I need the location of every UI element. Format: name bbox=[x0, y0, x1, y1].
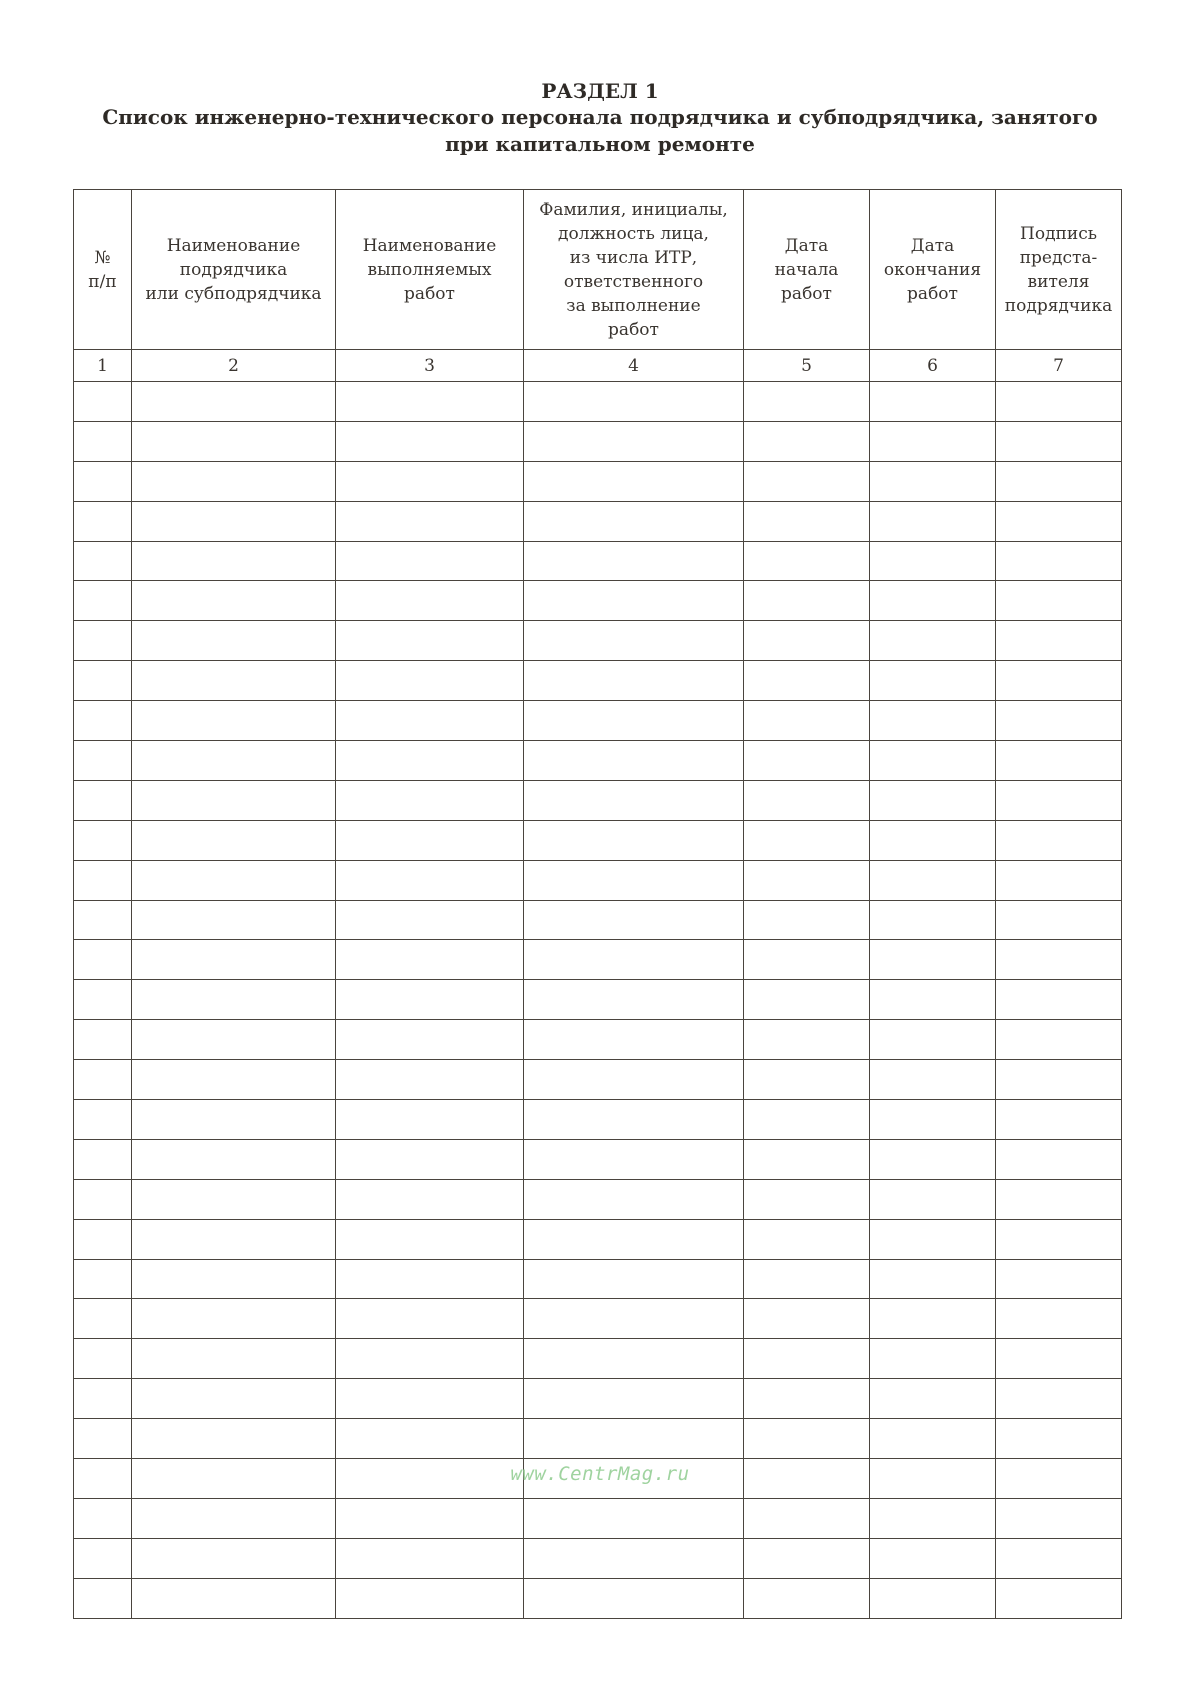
table-cell bbox=[132, 382, 336, 422]
document-heading bbox=[0, 78, 1200, 158]
table-cell bbox=[524, 1379, 744, 1419]
table-cell bbox=[870, 1419, 996, 1459]
table-row bbox=[74, 1259, 1122, 1299]
table-cell bbox=[996, 461, 1122, 501]
table-cell bbox=[524, 1219, 744, 1259]
table-cell bbox=[132, 1060, 336, 1100]
table-cell bbox=[524, 1538, 744, 1578]
table-cell bbox=[336, 661, 524, 701]
table-cell bbox=[870, 581, 996, 621]
table-cell bbox=[132, 1299, 336, 1339]
table-cell bbox=[336, 421, 524, 461]
table-cell bbox=[74, 1179, 132, 1219]
table-cell bbox=[996, 1299, 1122, 1339]
table-cell bbox=[524, 1498, 744, 1538]
table-cell bbox=[132, 461, 336, 501]
table-cell bbox=[996, 581, 1122, 621]
table-cell bbox=[996, 1020, 1122, 1060]
table-cell bbox=[336, 1299, 524, 1339]
table-cell bbox=[744, 1379, 870, 1419]
table-cell bbox=[74, 741, 132, 781]
table-cell bbox=[524, 501, 744, 541]
table-cell bbox=[870, 461, 996, 501]
table-cell bbox=[336, 980, 524, 1020]
table-cell bbox=[74, 780, 132, 820]
table-cell bbox=[996, 1379, 1122, 1419]
table-cell bbox=[996, 661, 1122, 701]
table-row bbox=[74, 421, 1122, 461]
table-cell bbox=[74, 1419, 132, 1459]
table-row bbox=[74, 382, 1122, 422]
col-header-responsible-person: Фамилия, инициалы, должность лица, из числа ИТР, ответственного за выполнение работ bbox=[524, 190, 744, 350]
table-cell bbox=[524, 621, 744, 661]
table-cell bbox=[870, 780, 996, 820]
table-cell bbox=[132, 501, 336, 541]
table-cell bbox=[132, 860, 336, 900]
table-row bbox=[74, 1139, 1122, 1179]
table-cell bbox=[744, 1259, 870, 1299]
table-cell bbox=[74, 1060, 132, 1100]
table-row bbox=[74, 1379, 1122, 1419]
table-cell bbox=[336, 1419, 524, 1459]
table-cell bbox=[524, 581, 744, 621]
table-cell bbox=[870, 1498, 996, 1538]
table-cell bbox=[74, 1578, 132, 1618]
table-cell bbox=[336, 581, 524, 621]
table-cell bbox=[524, 661, 744, 701]
table-cell bbox=[74, 1139, 132, 1179]
table-cell bbox=[336, 940, 524, 980]
table-cell bbox=[132, 780, 336, 820]
section-label: РАЗДЕЛ 1 bbox=[541, 79, 659, 103]
table-cell bbox=[336, 1100, 524, 1140]
table-cell bbox=[996, 1538, 1122, 1578]
table-cell bbox=[744, 1219, 870, 1259]
table-cell bbox=[744, 421, 870, 461]
table-row bbox=[74, 1498, 1122, 1538]
table-cell bbox=[74, 581, 132, 621]
table-row bbox=[74, 1538, 1122, 1578]
table-cell bbox=[74, 1339, 132, 1379]
table-cell bbox=[996, 501, 1122, 541]
table-cell bbox=[996, 940, 1122, 980]
table-cell bbox=[132, 1578, 336, 1618]
table-cell bbox=[74, 820, 132, 860]
table-cell bbox=[996, 1060, 1122, 1100]
table-cell bbox=[132, 661, 336, 701]
table-cell bbox=[870, 501, 996, 541]
table-cell bbox=[524, 980, 744, 1020]
table-cell bbox=[870, 1339, 996, 1379]
table-cell bbox=[744, 780, 870, 820]
table-cell bbox=[870, 900, 996, 940]
table-cell bbox=[132, 1379, 336, 1419]
table-cell bbox=[870, 1538, 996, 1578]
table-cell bbox=[744, 1020, 870, 1060]
table-cell bbox=[132, 1498, 336, 1538]
col-header-contractor-name: Наименование подрядчика или субподрядчика bbox=[132, 190, 336, 350]
table-cell bbox=[870, 1578, 996, 1618]
table-cell bbox=[74, 1498, 132, 1538]
table-row bbox=[74, 820, 1122, 860]
table-cell bbox=[996, 421, 1122, 461]
col-header-number: № п/п bbox=[74, 190, 132, 350]
table-cell bbox=[744, 820, 870, 860]
table-cell bbox=[132, 1219, 336, 1259]
table-cell bbox=[870, 661, 996, 701]
col-header-end-date: Дата окончания работ bbox=[870, 190, 996, 350]
table-cell bbox=[74, 541, 132, 581]
table-cell bbox=[336, 1498, 524, 1538]
table-cell bbox=[996, 1139, 1122, 1179]
table-cell bbox=[996, 701, 1122, 741]
table-cell bbox=[996, 1578, 1122, 1618]
table-cell bbox=[132, 581, 336, 621]
table-cell bbox=[870, 741, 996, 781]
table-cell bbox=[524, 1578, 744, 1618]
table-cell bbox=[744, 1060, 870, 1100]
table-row bbox=[74, 1219, 1122, 1259]
table-cell bbox=[524, 900, 744, 940]
table-cell bbox=[132, 1419, 336, 1459]
table-cell bbox=[336, 1339, 524, 1379]
column-number: 7 bbox=[996, 350, 1122, 382]
table-row bbox=[74, 661, 1122, 701]
table-cell bbox=[996, 1419, 1122, 1459]
table-cell bbox=[524, 541, 744, 581]
table-cell bbox=[74, 900, 132, 940]
column-number: 2 bbox=[132, 350, 336, 382]
table-row bbox=[74, 1179, 1122, 1219]
table-cell bbox=[524, 1179, 744, 1219]
table-cell bbox=[132, 1020, 336, 1060]
table-cell bbox=[744, 1538, 870, 1578]
col-header-signature: Подпись предста- вителя подрядчика bbox=[996, 190, 1122, 350]
table-cell bbox=[74, 501, 132, 541]
table-cell bbox=[744, 741, 870, 781]
table-row bbox=[74, 1100, 1122, 1140]
table-cell bbox=[74, 461, 132, 501]
col-header-start-date: Дата начала работ bbox=[744, 190, 870, 350]
table-cell bbox=[132, 1179, 336, 1219]
table-row bbox=[74, 501, 1122, 541]
table-cell bbox=[870, 1020, 996, 1060]
table-cell bbox=[524, 701, 744, 741]
column-number: 6 bbox=[870, 350, 996, 382]
table-cell bbox=[74, 1538, 132, 1578]
table-cell bbox=[524, 1339, 744, 1379]
table-cell bbox=[870, 1179, 996, 1219]
table-row bbox=[74, 701, 1122, 741]
table-row bbox=[74, 780, 1122, 820]
table-cell bbox=[996, 860, 1122, 900]
table-cell bbox=[132, 421, 336, 461]
column-number: 1 bbox=[74, 350, 132, 382]
table-cell bbox=[336, 1060, 524, 1100]
table-row bbox=[74, 1299, 1122, 1339]
table-cell bbox=[870, 1299, 996, 1339]
table-cell bbox=[132, 701, 336, 741]
table-cell bbox=[996, 1339, 1122, 1379]
table-cell bbox=[870, 980, 996, 1020]
table-cell bbox=[744, 581, 870, 621]
table-cell bbox=[74, 940, 132, 980]
table-cell bbox=[744, 501, 870, 541]
table-row bbox=[74, 741, 1122, 781]
table-cell bbox=[870, 421, 996, 461]
table-cell bbox=[870, 621, 996, 661]
table-row bbox=[74, 1060, 1122, 1100]
table-cell bbox=[744, 1339, 870, 1379]
column-number: 4 bbox=[524, 350, 744, 382]
table-cell bbox=[524, 780, 744, 820]
table-cell bbox=[744, 980, 870, 1020]
table-cell bbox=[132, 900, 336, 940]
table-cell bbox=[524, 1020, 744, 1060]
table-cell bbox=[132, 1139, 336, 1179]
table-cell bbox=[524, 1139, 744, 1179]
table-cell bbox=[132, 1538, 336, 1578]
table-cell bbox=[336, 820, 524, 860]
table-cell bbox=[870, 382, 996, 422]
table-cell bbox=[870, 1259, 996, 1299]
table-cell bbox=[870, 701, 996, 741]
table-cell bbox=[524, 1299, 744, 1339]
table-row bbox=[74, 541, 1122, 581]
table-cell bbox=[74, 860, 132, 900]
table-cell bbox=[74, 1020, 132, 1060]
table-cell bbox=[524, 382, 744, 422]
table-cell bbox=[336, 1578, 524, 1618]
table-cell bbox=[524, 820, 744, 860]
table-cell bbox=[870, 1219, 996, 1259]
table-row bbox=[74, 860, 1122, 900]
table-cell bbox=[336, 701, 524, 741]
table-row bbox=[74, 1419, 1122, 1459]
table-cell bbox=[996, 1219, 1122, 1259]
table-cell bbox=[74, 980, 132, 1020]
table-cell bbox=[336, 780, 524, 820]
table-cell bbox=[744, 1578, 870, 1618]
col-header-work-name: Наименование выполняемых работ bbox=[336, 190, 524, 350]
watermark: www.CentrMag.ru bbox=[510, 1463, 690, 1485]
table-cell bbox=[132, 1339, 336, 1379]
table-cell bbox=[524, 940, 744, 980]
table-cell bbox=[744, 900, 870, 940]
table-cell bbox=[996, 1259, 1122, 1299]
table-cell bbox=[744, 1100, 870, 1140]
table-row bbox=[74, 461, 1122, 501]
table-cell bbox=[74, 1299, 132, 1339]
table-cell bbox=[524, 421, 744, 461]
column-number: 3 bbox=[336, 350, 524, 382]
table-cell bbox=[336, 461, 524, 501]
table-cell bbox=[74, 621, 132, 661]
table-cell bbox=[996, 1100, 1122, 1140]
table-cell bbox=[74, 382, 132, 422]
table-cell bbox=[336, 1219, 524, 1259]
table-cell bbox=[870, 820, 996, 860]
table-cell bbox=[132, 1100, 336, 1140]
table-cell bbox=[524, 1100, 744, 1140]
table-cell bbox=[336, 1179, 524, 1219]
personnel-table bbox=[73, 189, 1122, 1619]
table-cell bbox=[996, 1498, 1122, 1538]
table-cell bbox=[744, 1139, 870, 1179]
table-cell bbox=[336, 1538, 524, 1578]
table-cell bbox=[744, 1419, 870, 1459]
table-cell bbox=[336, 900, 524, 940]
table-row bbox=[74, 1578, 1122, 1618]
header-row bbox=[74, 190, 1122, 350]
table-cell bbox=[336, 621, 524, 661]
table-cell bbox=[870, 1060, 996, 1100]
table-cell bbox=[996, 1179, 1122, 1219]
table-cell bbox=[870, 1100, 996, 1140]
table-cell bbox=[996, 900, 1122, 940]
table-row bbox=[74, 1339, 1122, 1379]
column-number-row bbox=[74, 350, 1122, 382]
table-cell bbox=[74, 1379, 132, 1419]
table-cell bbox=[870, 860, 996, 900]
table-cell bbox=[996, 820, 1122, 860]
table-cell bbox=[996, 541, 1122, 581]
table-row bbox=[74, 980, 1122, 1020]
table-cell bbox=[132, 1259, 336, 1299]
table-cell bbox=[744, 1179, 870, 1219]
table-cell bbox=[870, 1379, 996, 1419]
table-cell bbox=[132, 820, 336, 860]
table-cell bbox=[336, 382, 524, 422]
table-cell bbox=[336, 1139, 524, 1179]
table-cell bbox=[132, 980, 336, 1020]
table-row bbox=[74, 581, 1122, 621]
table-cell bbox=[336, 741, 524, 781]
table-cell bbox=[132, 621, 336, 661]
table-cell bbox=[744, 661, 870, 701]
table-cell bbox=[524, 1419, 744, 1459]
table-cell bbox=[996, 382, 1122, 422]
table-cell bbox=[336, 541, 524, 581]
table-cell bbox=[336, 1020, 524, 1060]
table-cell bbox=[336, 860, 524, 900]
table-cell bbox=[744, 940, 870, 980]
table-cell bbox=[996, 741, 1122, 781]
table-cell bbox=[524, 860, 744, 900]
table-row bbox=[74, 900, 1122, 940]
table-cell bbox=[744, 860, 870, 900]
table-row bbox=[74, 940, 1122, 980]
table-cell bbox=[524, 1060, 744, 1100]
table-cell bbox=[132, 541, 336, 581]
table-cell bbox=[74, 701, 132, 741]
table-cell bbox=[336, 1259, 524, 1299]
table-cell bbox=[744, 461, 870, 501]
table-cell bbox=[336, 1379, 524, 1419]
column-number: 5 bbox=[744, 350, 870, 382]
table-cell bbox=[744, 701, 870, 741]
table-cell bbox=[870, 940, 996, 980]
table-cell bbox=[744, 621, 870, 661]
table-cell bbox=[74, 421, 132, 461]
table-cell bbox=[744, 541, 870, 581]
table-cell bbox=[996, 621, 1122, 661]
table-cell bbox=[744, 1498, 870, 1538]
table-cell bbox=[336, 501, 524, 541]
table-cell bbox=[132, 940, 336, 980]
table-cell bbox=[744, 382, 870, 422]
document-title: Список инженерно-технического персонала подрядчика и субподрядчика, занятого при капитальном ремонте bbox=[102, 105, 1098, 156]
table-cell bbox=[870, 541, 996, 581]
table-cell bbox=[996, 980, 1122, 1020]
table-cell bbox=[74, 1219, 132, 1259]
table-body bbox=[74, 382, 1122, 1619]
table-cell bbox=[524, 461, 744, 501]
table-cell bbox=[132, 741, 336, 781]
table-cell bbox=[744, 1299, 870, 1339]
table-cell bbox=[74, 1259, 132, 1299]
table-row bbox=[74, 1020, 1122, 1060]
table-cell bbox=[870, 1139, 996, 1179]
table-cell bbox=[524, 1259, 744, 1299]
table-cell bbox=[74, 661, 132, 701]
table-cell bbox=[996, 780, 1122, 820]
table-row bbox=[74, 621, 1122, 661]
table-cell bbox=[524, 741, 744, 781]
table-cell bbox=[74, 1100, 132, 1140]
